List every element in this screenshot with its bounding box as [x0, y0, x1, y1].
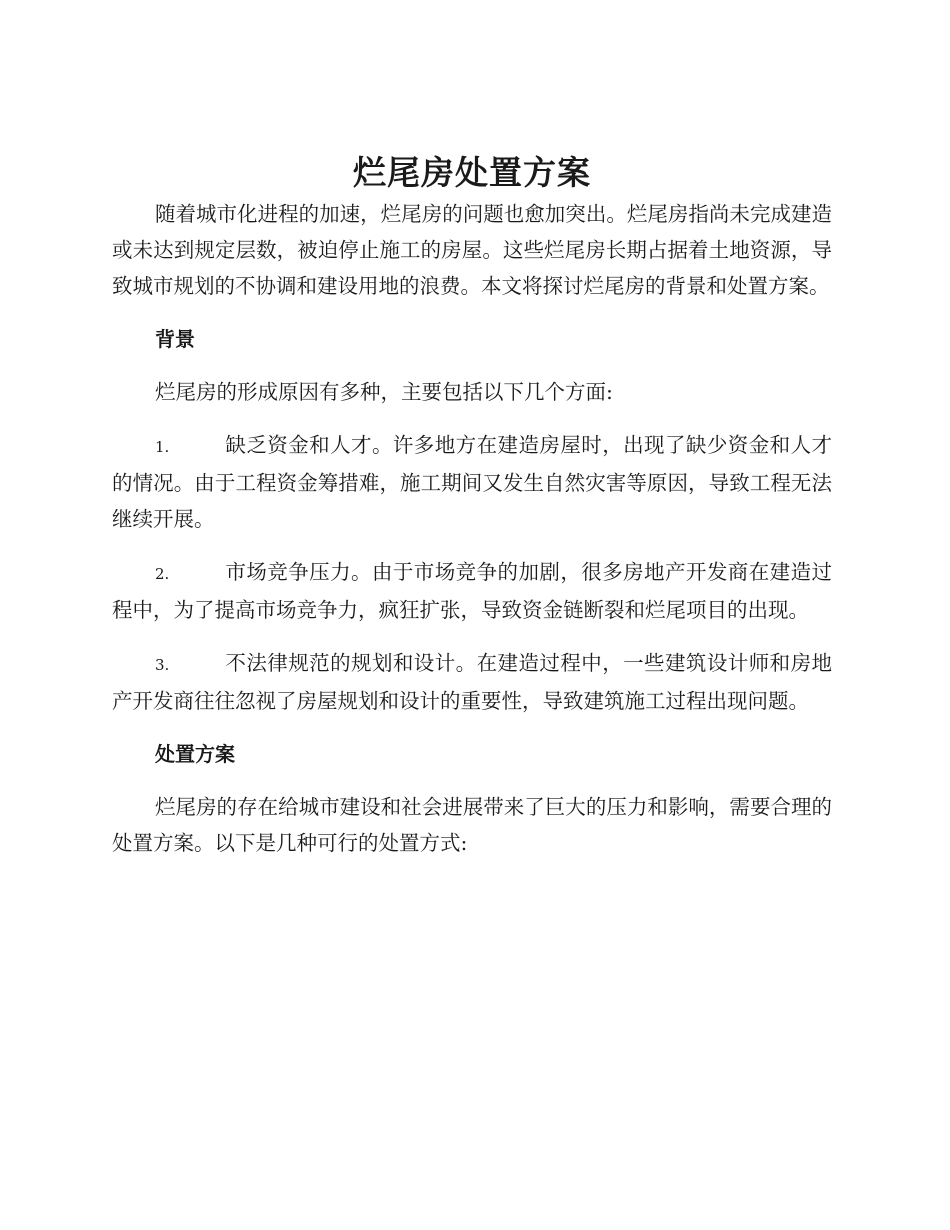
document-title: 烂尾房处置方案	[353, 153, 591, 192]
list-item	[112, 427, 832, 537]
list-item-number: 1.	[155, 438, 170, 456]
section-heading-disposal: 处置方案	[155, 742, 235, 766]
list-item-text: 缺乏资金和人才。许多地方在建造房屋时，出现了缺少资金和人才的情况。由于工程资金筹措难，施工期间又发生自然灾害等原因，导致工程无法继续开展。	[112, 433, 832, 531]
document-page	[112, 150, 832, 861]
list-item-text: 市场竞争压力。由于市场竞争的加剧，很多房地产开发商在建造过程中，为了提高市场竞争力，疯狂扩张，导致资金链断裂和烂尾项目的出现。	[112, 560, 832, 622]
list-item	[112, 645, 832, 719]
list-item-text: 不法律规范的规划和设计。在建造过程中，一些建筑设计师和房地产开发商往往忽视了房屋规划和设计的重要性，导致建筑施工过程出现问题。	[112, 651, 832, 713]
intro-paragraph: 随着城市化进程的加速，烂尾房的问题也愈加突出。烂尾房指尚未完成建造或未达到规定层数，被迫停止施工的房屋。这些烂尾房长期占据着土地资源，导致城市规划的不协调和建设用地的浪费。本文将探讨烂尾房的背景和处置方案。	[112, 202, 832, 298]
list-item-number: 2.	[155, 565, 170, 583]
list-item-number: 3.	[155, 656, 170, 674]
disposal-lead-paragraph: 烂尾房的存在给城市建设和社会进展带来了巨大的压力和影响，需要合理的处置方案。以下是几种可行的处置方式:	[112, 795, 832, 855]
section-heading-background: 背景	[155, 327, 195, 351]
list-item	[112, 554, 832, 628]
background-lead-paragraph: 烂尾房的形成原因有多种，主要包括以下几个方面:	[155, 380, 613, 404]
